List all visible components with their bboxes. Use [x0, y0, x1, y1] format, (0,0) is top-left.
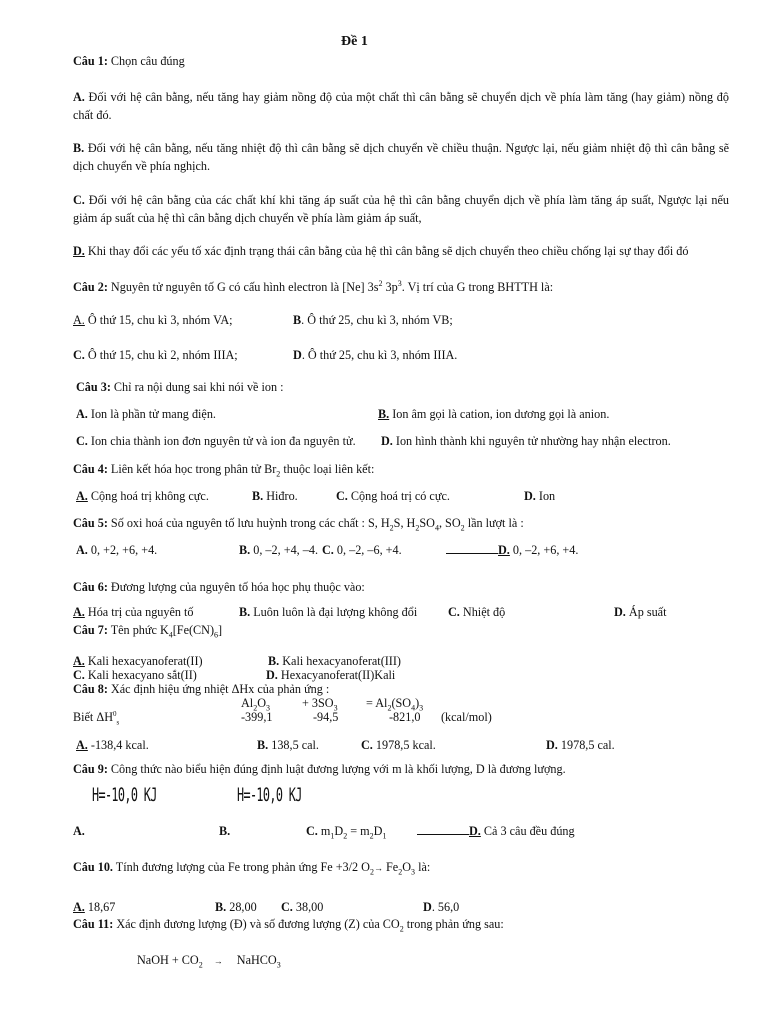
stem-text: trong phản ứng sau:	[403, 917, 504, 931]
question-4-label: Câu 4:	[73, 462, 108, 476]
option-label: D	[293, 348, 302, 362]
option-text: Ô thứ 15, chu kì 2, nhóm IIIA;	[84, 348, 238, 362]
option-text: 0, –2, +4, –4.	[250, 543, 318, 557]
question-4-option-a	[76, 489, 209, 504]
question-2-option-c	[73, 348, 238, 363]
option-label: A.	[76, 407, 88, 421]
formula-text: O	[257, 696, 266, 710]
stem-text: O	[402, 860, 412, 874]
question-9-label: Câu 9:	[73, 762, 108, 776]
option-label: C.	[361, 738, 373, 752]
subscript: 2	[369, 867, 374, 877]
stem-text: Đương lượng của nguyên tố hóa học phụ thuộc vào:	[107, 580, 365, 594]
option-label: D	[423, 900, 432, 914]
stem-text: Fe	[382, 860, 399, 874]
question-3-option-b	[378, 407, 609, 422]
question-9-option-b	[219, 824, 230, 839]
question-2-label: Câu 2:	[73, 280, 108, 295]
question-8-option-d	[546, 738, 615, 753]
question-4-option-d	[524, 489, 555, 504]
question-3-stem	[76, 380, 284, 395]
question-5-stem	[73, 516, 524, 532]
option-label: B.	[73, 141, 85, 155]
formula-text: = Al	[366, 696, 388, 710]
option-label: C.	[322, 543, 334, 557]
option-text: Kali hexacyanoferat(III)	[279, 654, 401, 668]
question-3-option-a	[76, 407, 216, 422]
option-label: A.	[73, 90, 85, 104]
option-label: B.	[239, 605, 251, 619]
option-text: 28,00	[226, 900, 257, 914]
option-text: Hiđro.	[263, 489, 298, 503]
enthalpy-value-2: -94,5	[313, 710, 339, 724]
option-text: Khi thay đổi các yếu tố xác định trạng thái cân bằng của hệ thì cân bằng sẽ dịch chuyển theo chiều chống lại sự thay đổi đó	[84, 244, 689, 258]
enthalpy-value-3: -821,0	[389, 710, 421, 724]
enthalpy-value-1: -399,1	[241, 710, 273, 724]
question-11-stem	[73, 917, 504, 933]
option-label: A.	[73, 824, 85, 838]
formula-text: )	[415, 696, 420, 710]
subscript: 2	[398, 867, 403, 877]
subscript: 2	[389, 523, 394, 533]
option-text: Ion âm gọi là cation, ion dương gọi là anion.	[389, 407, 610, 421]
option-text: 1978,5 cal.	[557, 738, 615, 752]
formula-text: = m	[347, 824, 370, 838]
option-text: . Ô thứ 25, chu kì 3, nhóm VB;	[301, 313, 453, 327]
option-label: B	[293, 313, 302, 327]
option-label: D.	[381, 434, 393, 448]
option-text: Hexacyanoferat(II)Kali	[277, 668, 396, 682]
subscript: 3	[276, 960, 281, 970]
option-label: B.	[215, 900, 227, 914]
question-1-stem	[73, 54, 185, 69]
question-5-option-c	[322, 543, 402, 558]
question-2-option-a	[73, 313, 233, 328]
option-text: . 56,0	[431, 900, 460, 914]
subscript: 1	[330, 831, 335, 841]
question-10-option-d	[423, 900, 459, 915]
option-text: 0, –2, –6, +4.	[333, 543, 402, 557]
stem-text: ]	[218, 623, 223, 637]
question-6-option-d	[614, 605, 666, 620]
option-label: D.	[524, 489, 536, 503]
option-label: B.	[219, 824, 231, 838]
subscript: 2	[399, 924, 404, 934]
question-6-label: Câu 6:	[73, 580, 108, 594]
option-label: C.	[73, 193, 85, 207]
question-3-label: Câu 3:	[76, 380, 111, 394]
option-label: B.	[268, 654, 280, 668]
option-label: C.	[448, 605, 460, 619]
question-1-option-c	[73, 191, 729, 227]
subscript: 3	[266, 703, 270, 713]
option-label: C.	[306, 824, 318, 838]
stem-text: Chỉ ra nội dung sai khi nói về ion :	[110, 380, 284, 394]
formula-text: + 3SO	[302, 696, 334, 710]
option-label: B.	[378, 407, 390, 421]
question-8-option-c	[361, 738, 436, 753]
question-3-option-c	[76, 434, 356, 449]
formula-text: (SO	[391, 696, 412, 710]
option-label: A.	[76, 543, 88, 557]
subscript: 2	[343, 831, 348, 841]
superscript: 2	[378, 279, 383, 288]
formula-text: NaHCO	[236, 953, 277, 967]
subscript: 2	[460, 523, 465, 533]
question-5-option-d	[446, 543, 578, 558]
option-label: D.	[266, 668, 278, 682]
option-label: D.	[73, 244, 85, 258]
subscript: 1	[382, 831, 387, 841]
option-text: Hóa trị của nguyên tố	[84, 605, 194, 619]
subscript: 2	[387, 703, 392, 713]
formula-text: Al	[241, 696, 254, 710]
question-7-option-c	[73, 668, 197, 683]
question-6-option-c	[448, 605, 505, 620]
question-9-option-c	[306, 824, 386, 840]
subscript: 4	[434, 523, 439, 533]
question-2-stem	[73, 279, 553, 295]
question-11-label: Câu 11:	[73, 917, 114, 931]
enthalpy-unit: (kcal/mol)	[441, 710, 492, 724]
formula-text: D	[373, 824, 383, 838]
subscript: 2	[415, 523, 420, 533]
option-text: Kali hexacyanoferat(II)	[84, 654, 203, 668]
question-1-option-a	[73, 88, 729, 124]
question-4-option-b	[252, 489, 298, 504]
question-4-stem	[73, 462, 374, 478]
option-text: 18,67	[84, 900, 116, 914]
formula-image-a: H=-10,0 KJ	[92, 784, 157, 806]
option-text: Đối với hệ cân bằng của các chất khí khi tăng áp suất của hệ thì cân bằng chuyển dịch về phía làm tăng áp suất, Ngược lại nếu giảm áp suất của hệ thì cân bằng dịch chuyển về phía làm giảm áp suất,	[73, 193, 729, 225]
enthalpy-given-label	[73, 710, 119, 727]
formula-text: NaOH + CO	[137, 953, 199, 967]
option-label: D.	[498, 543, 510, 557]
question-10-stem	[73, 860, 430, 876]
stem-text: [Fe(CN)	[172, 623, 215, 637]
subscript: 3	[333, 703, 338, 713]
question-1-label: Câu 1:	[73, 54, 108, 68]
stem-text: Số oxi hoá của nguyên tố lưu huỳnh trong các chất : S, H	[107, 516, 390, 530]
option-text: 1978,5 kcal.	[372, 738, 436, 752]
option-text: Đối với hệ cân bằng, nếu tăng nhiệt độ thì cân bằng sẽ dịch chuyển về chiều thuận. Ngược lại, nếu giảm nhiệt độ thì cân bằng sẽ dịch chuyển về phía nghịch.	[73, 141, 729, 173]
option-text: Ion	[535, 489, 556, 503]
subscript: 2	[253, 703, 258, 713]
question-1-option-d	[73, 244, 688, 259]
option-text: Nhiệt độ	[459, 605, 506, 619]
stem-text: Công thức nào biểu hiện đúng định luật đương lượng với m là khối lượng, D là đương lượng.	[107, 762, 566, 776]
option-label: A.	[73, 313, 85, 327]
question-5-label: Câu 5:	[73, 516, 108, 530]
option-text: Ion chia thành ion đơn nguyên tử và ion đa nguyên tử.	[87, 434, 356, 448]
question-10-option-c	[281, 900, 323, 915]
question-7-label: Câu 7:	[73, 623, 108, 637]
subscript: 4	[411, 703, 416, 713]
question-10-label: Câu 10.	[73, 860, 113, 874]
option-text: Kali hexacyano sắt(II)	[84, 668, 197, 682]
stem-text: là:	[415, 860, 431, 874]
question-2-option-d	[293, 348, 457, 363]
question-6-stem	[73, 580, 365, 595]
superscript: 0	[113, 710, 117, 718]
formula-text: D	[334, 824, 344, 838]
subscript: 4	[168, 630, 173, 640]
option-label: C.	[73, 668, 85, 682]
question-1-text: Chọn câu đúng	[107, 54, 185, 68]
question-7-option-d	[266, 668, 395, 683]
subscript: 6	[214, 630, 219, 640]
question-11-equation	[137, 953, 281, 969]
option-text: Ion hình thành khi nguyên tử nhường hay nhận electron.	[392, 434, 671, 448]
question-7-option-b	[268, 654, 401, 669]
question-8-option-b	[257, 738, 319, 753]
question-1-option-b	[73, 139, 729, 175]
subscript: 2	[276, 469, 281, 479]
option-label: D.	[546, 738, 558, 752]
option-label: C.	[73, 348, 85, 362]
question-10-option-a	[73, 900, 115, 915]
stem-text: Liên kết hóa học trong phân tử Br	[107, 462, 277, 476]
option-text: 38,00	[292, 900, 324, 914]
stem-text: lần lượt là :	[464, 516, 524, 530]
given-text: Biết ΔH	[73, 710, 113, 725]
option-label: B.	[257, 738, 269, 752]
option-label: A.	[73, 900, 85, 914]
option-label: D.	[469, 824, 481, 838]
option-text: . Ô thứ 25, chu kì 3, nhóm IIIA.	[301, 348, 458, 362]
question-9-option-a	[73, 824, 85, 839]
option-text: 0, –2, +6, +4.	[509, 543, 579, 557]
question-4-option-c	[336, 489, 450, 504]
answer-blank	[446, 543, 498, 554]
question-9-stem	[73, 762, 566, 777]
option-label: B.	[252, 489, 264, 503]
stem-text: Xác định đương lượng (Đ) và số đương lượng (Z) của CO	[113, 917, 400, 931]
question-3-option-d	[381, 434, 671, 449]
stem-text: SO	[419, 516, 435, 530]
subscript: 2	[198, 960, 203, 970]
stem-text: 3p	[382, 280, 398, 295]
option-label: A.	[76, 738, 88, 752]
question-10-option-b	[215, 900, 257, 915]
stem-text: S, H	[393, 516, 416, 530]
option-text: Ion là phần tử mang điện.	[87, 407, 216, 421]
question-2-option-b	[293, 313, 453, 328]
option-text: Cả 3 câu đều đúng	[480, 824, 575, 838]
option-text: 138,5 cal.	[268, 738, 319, 752]
stem-text: Tên phức K	[107, 623, 169, 637]
subscript: 2	[369, 831, 374, 841]
option-text: Đối với hệ cân bằng, nếu tăng hay giảm nồng độ của một chất thì cân bằng sẽ chuyển dịch về phía làm tăng (hay giảm) nồng độ chất đó.	[73, 90, 729, 122]
option-label: B.	[239, 543, 251, 557]
question-5-option-b	[239, 543, 318, 558]
option-text: Áp suất	[625, 605, 667, 619]
option-text: 0, +2, +6, +4.	[87, 543, 158, 557]
answer-blank	[417, 824, 469, 835]
option-label: A.	[73, 605, 85, 619]
stem-text: Tính đương lượng của Fe trong phản ứng Fe +3/2 O	[112, 860, 370, 874]
question-8-option-a	[76, 738, 149, 753]
option-label: C.	[76, 434, 88, 448]
stem-text: Xác định hiệu ứng nhiệt ΔHx của phản ứng :	[107, 682, 330, 696]
question-5-option-a	[76, 543, 157, 558]
subscript: 3	[419, 703, 424, 713]
question-6-option-a	[73, 605, 194, 620]
question-7-option-a	[73, 654, 203, 669]
stem-text: , SO	[438, 516, 461, 530]
option-text: Luôn luôn là đại lượng không đổi	[250, 605, 418, 619]
question-7-stem	[73, 623, 222, 639]
subscript: s	[116, 718, 120, 727]
option-label: C.	[336, 489, 348, 503]
superscript: 3	[397, 279, 402, 288]
formula-text: m	[317, 824, 331, 838]
option-label: A.	[76, 489, 88, 503]
stem-text: thuộc loại liên kết:	[280, 462, 375, 476]
stem-text: . Vị trí của G trong BHTTH là:	[401, 280, 554, 295]
option-text: -138,4 kcal.	[87, 738, 149, 752]
option-label: D.	[614, 605, 626, 619]
question-9-option-d	[417, 824, 575, 839]
option-label: A.	[73, 654, 85, 668]
option-text: Cộng hoá trị có cực.	[347, 489, 450, 503]
option-text: Ô thứ 15, chu kì 3, nhóm VA;	[84, 313, 233, 327]
option-text: Cộng hoá trị không cực.	[87, 489, 209, 503]
stem-text: Nguyên tử nguyên tố G có cấu hình electron là [Ne] 3s	[107, 280, 379, 295]
page-title: Đề 1	[341, 34, 368, 49]
formula-image-b: H=-10,0 KJ	[237, 784, 302, 806]
arrow-icon: →	[213, 956, 223, 966]
subscript: 3	[411, 867, 416, 877]
question-8-label: Câu 8:	[73, 682, 108, 696]
option-label: C.	[281, 900, 293, 914]
question-6-option-b	[239, 605, 417, 620]
arrow-icon: →	[373, 863, 383, 873]
question-8-stem	[73, 682, 329, 697]
